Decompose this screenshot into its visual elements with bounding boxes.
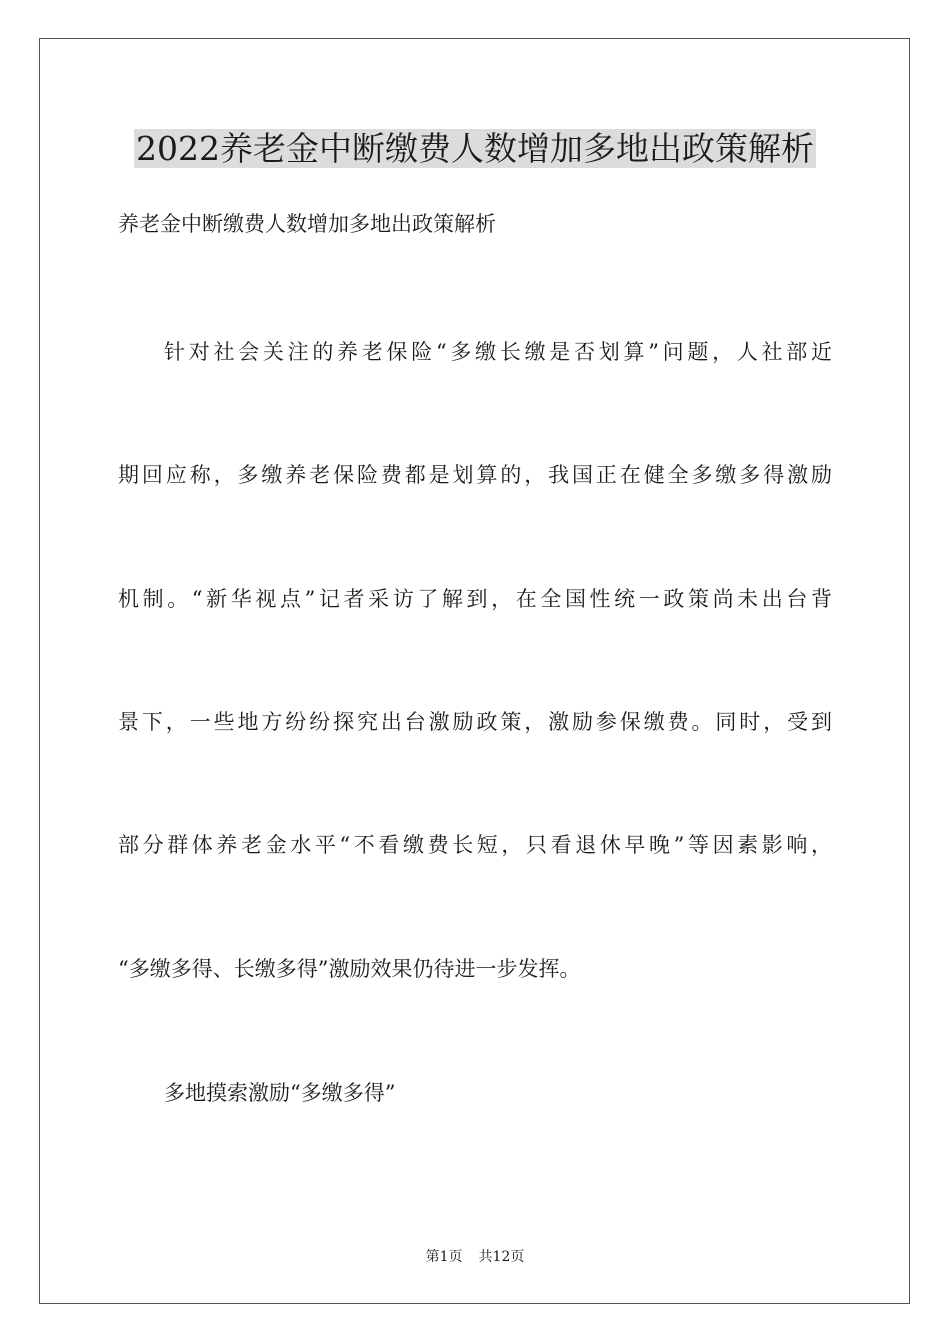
document-title-text: 2022养老金中断缴费人数增加多地出政策解析	[136, 129, 814, 168]
paragraph-line: 机制。“新华视点”记者采访了解到，在全国性统一政策尚未出台背	[118, 587, 832, 611]
paragraph-line: 期回应称，多缴养老保险费都是划算的，我国正在健全多缴多得激励	[118, 463, 832, 487]
paragraph-line: 景下，一些地方纷纷探究出台激励政策，激励参保缴费。同时，受到	[118, 710, 832, 734]
paragraph-line: 针对社会关注的养老保险“多缴长缴是否划算”问题，人社部近	[164, 340, 832, 364]
document-subtitle: 养老金中断缴费人数增加多地出政策解析	[118, 212, 496, 236]
paragraph-line: 部分群体养老金水平“不看缴费长短，只看退休早晚”等因素影响，	[118, 833, 832, 857]
page-number-current: 第1页	[425, 1249, 463, 1265]
document-title	[0, 126, 950, 172]
paragraph-line: “多缴多得、长缴多得”激励效果仍待进一步发挥。	[118, 957, 581, 981]
section-heading: 多地摸索激励“多缴多得”	[164, 1081, 396, 1105]
page-number-total: 共12页	[478, 1249, 525, 1265]
page-footer	[0, 1247, 950, 1267]
